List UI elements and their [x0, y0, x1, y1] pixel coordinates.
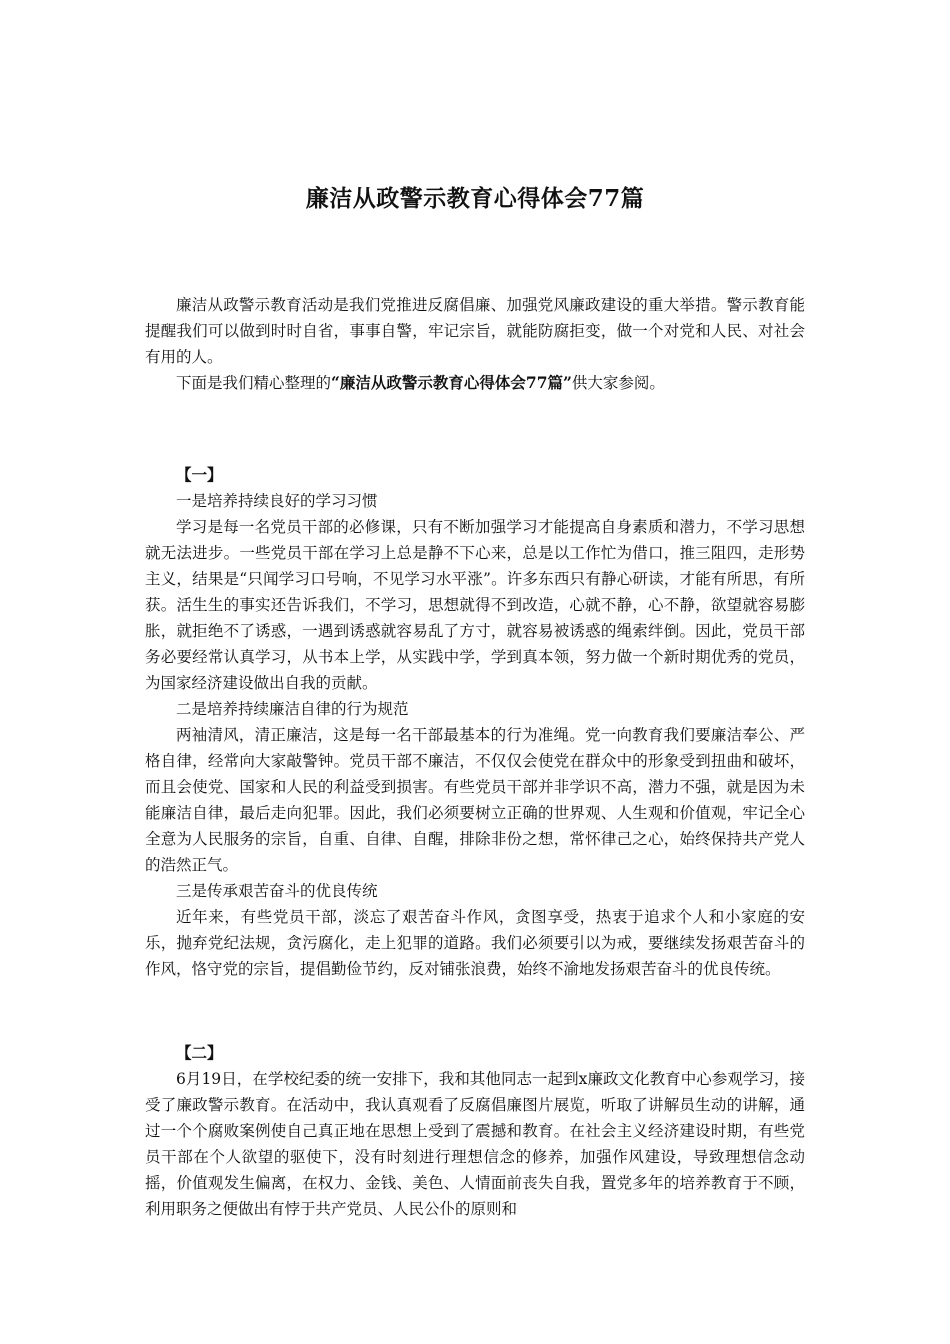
document-body: [145, 292, 805, 1222]
section-2-heading: 【二】: [176, 1043, 223, 1062]
section-1-paragraph-3: 近年来，有些党员干部，淡忘了艰苦奋斗作风，贪图享受，热衷于追求个人和小家庭的安乐，抛弃党纪法规，贪污腐化，走上犯罪的道路。我们必须要引以为戒，要继续发扬艰苦奋斗的作风，恪守党的宗旨，提倡勤俭节约，反对铺张浪费，始终不渝地发扬艰苦奋斗的优良传统。: [145, 908, 805, 978]
section-1-paragraph-1: 学习是每一名党员干部的必修课，只有不断加强学习才能提高自身素质和潜力，不学习思想就无法进步。一些党员干部在学习上总是静不下心来，总是以工作忙为借口，推三阻四，走形势主义，结果是“只闻学习口号响，不见学习水平涨”。许多东西只有静心研读，才能有所思，有所获。活生生的事实还告诉我们，不学习，思想就得不到改造，心就不静，心不静，欲望就容易膨胀，就拒绝不了诱惑，一遇到诱惑就容易乱了方寸，就容易被诱惑的绳索绊倒。因此，党员干部务必要经常认真学习，从书本上学，从实践中学，学到真本领，努力做一个新时期优秀的党员，为国家经济建设做出自我的贡献。: [145, 518, 805, 692]
intro-paragraph-2: [145, 370, 805, 396]
section-1-subheading-1: 一是培养持续良好的学习习惯: [176, 492, 378, 510]
section-2-paragraph-1: 6月19日，在学校纪委的统一安排下，我和其他同志一起到x廉政文化教育中心参观学习，接受了廉政警示教育。在活动中，我认真观看了反腐倡廉图片展览，听取了讲解员生动的讲解，通过一个个腐败案例使自己真正地在思想上受到了震撼和教育。在社会主义经济建设时期，有些党员干部在个人欲望的驱使下，没有时刻进行理想信念的修养，加强作风建设，导致理想信念动摇，价值观发生偏离，在权力、金钱、美色、人情面前丧失自我，置党多年的培养教育于不顾，利用职务之便做出有悖于共产党员、人民公仆的原则和: [145, 1070, 805, 1218]
intro-p2-prefix: 下面是我们精心整理的: [176, 374, 332, 392]
intro-p2-bold: “廉洁从政警示教育心得体会77篇”: [331, 373, 572, 392]
section-1-subheading-2: 二是培养持续廉洁自律的行为规范: [176, 700, 409, 718]
intro-p2-suffix: 供大家参阅。: [571, 374, 665, 392]
intro-paragraph-1: 廉洁从政警示教育活动是我们党推进反腐倡廉、加强党风廉政建设的重大举措。警示教育能提醒我们可以做到时时自省，事事自警，牢记宗旨，就能防腐拒变，做一个对党和人民、对社会有用的人。: [145, 296, 805, 366]
document-title: 廉洁从政警示教育心得体会77篇: [305, 185, 645, 212]
spacer: [145, 982, 805, 1040]
section-1-paragraph-2: 两袖清风，清正廉洁，这是每一名干部最基本的行为准绳。党一向教育我们要廉洁奉公、严格自律，经常向大家敲警钟。党员干部不廉洁，不仅仅会使党在群众中的形象受到扭曲和破坏，而且会使党、国家和人民的利益受到损害。有些党员干部并非学识不高，潜力不强，就是因为未能廉洁自律，最后走向犯罪。因此，我们必须要树立正确的世界观、人生观和价值观，牢记全心全意为人民服务的宗旨，自重、自律、自醒，排除非份之想，常怀律己之心，始终保持共产党人的浩然正气。: [145, 726, 805, 874]
spacer: [145, 396, 805, 462]
section-1-subheading-3: 三是传承艰苦奋斗的优良传统: [176, 882, 378, 900]
section-1-heading: 【一】: [176, 465, 223, 484]
